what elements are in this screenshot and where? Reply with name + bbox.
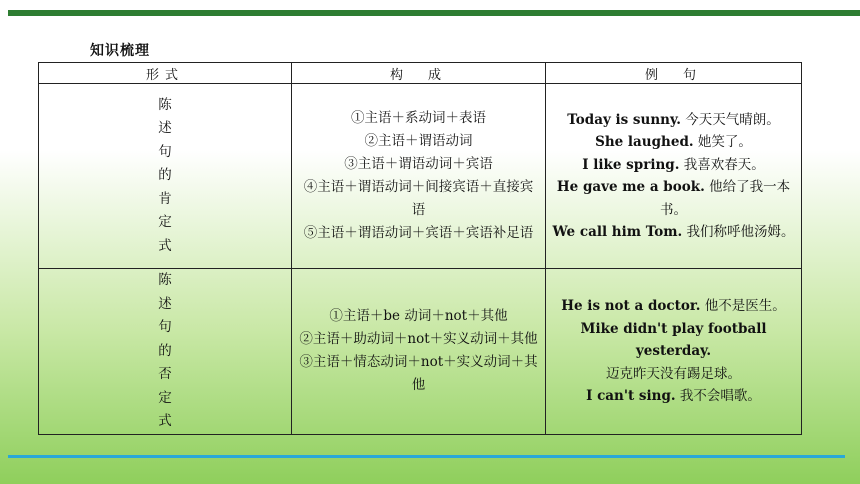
form-char: 述: [158, 120, 172, 137]
table-row-negative: [39, 269, 802, 435]
header-structure: 构 成: [292, 63, 546, 84]
example-zh: 他不是医生。: [704, 298, 786, 314]
section-title: 知识梳理: [90, 43, 150, 59]
form-char: 句: [158, 319, 172, 335]
structure-item: ②主语＋助动词＋not＋实义动词＋其他: [299, 331, 538, 348]
structure-item: ③主语＋谓语动词＋宾语: [344, 156, 493, 172]
form-char: 的: [158, 167, 172, 184]
structure-cell: [292, 269, 546, 435]
form-label-vertical: [155, 269, 175, 434]
top-green-bar: [8, 10, 860, 16]
table-row-affirmative: [39, 84, 802, 269]
example-item: [552, 131, 795, 154]
grammar-table: [38, 62, 802, 435]
form-char: 否: [158, 366, 172, 382]
example-zh: 迈克昨天没有踢足球。: [606, 365, 741, 382]
form-char: 式: [158, 237, 172, 254]
example-item: [552, 318, 795, 363]
example-zh: 他给了我一本书。: [660, 179, 791, 218]
example-item: [552, 295, 795, 318]
form-char: 陈: [158, 272, 172, 288]
form-char: 句: [158, 143, 172, 160]
example-zh: 她笑了。: [697, 134, 752, 150]
example-zh: 我不会唱歌。: [679, 388, 761, 404]
bottom-blue-line: [8, 455, 845, 458]
example-en: She laughed.: [595, 134, 694, 150]
example-en: He gave me a book.: [556, 179, 705, 195]
form-char: 式: [158, 413, 172, 429]
structure-item: ④主语＋谓语动词＋间接宾语＋直接宾语: [303, 179, 534, 218]
example-en: We call him Tom.: [552, 224, 683, 240]
form-char: 定: [158, 389, 172, 406]
header-example: 例 句: [546, 63, 802, 84]
example-item: [552, 176, 795, 221]
example-en: Today is sunny.: [567, 111, 681, 128]
form-char: 述: [158, 295, 172, 312]
example-cell: [546, 84, 802, 269]
example-en: I can't sing.: [586, 388, 676, 404]
structure-item: ②主语＋谓语动词: [364, 133, 473, 149]
structure-cell: [292, 84, 546, 269]
example-zh: 今天天气晴朗。: [685, 111, 780, 128]
example-en: Mike didn't play football yesterday.: [580, 320, 767, 359]
header-row: [39, 63, 802, 84]
example-item: [552, 363, 795, 386]
form-cell: [39, 269, 292, 435]
header-form: 形式: [39, 63, 292, 84]
example-zh: 我喜欢春天。: [683, 156, 765, 173]
example-en: I like spring.: [582, 156, 680, 173]
structure-item: ⑤主语＋谓语动词＋宾语＋宾语补足语: [303, 225, 534, 241]
structure-item: ①主语＋be 动词＋not＋其他: [329, 308, 508, 325]
form-char: 定: [158, 214, 172, 231]
example-en: He is not a doctor.: [561, 298, 701, 314]
form-char: 陈: [158, 96, 172, 113]
example-cell: [546, 269, 802, 435]
form-char: 的: [158, 342, 172, 359]
example-item: [552, 154, 795, 177]
structure-item: ③主语＋情态动词＋not＋实义动词＋其他: [299, 354, 538, 394]
form-cell: [39, 84, 292, 269]
structure-item: ①主语＋系动词＋表语: [351, 110, 486, 126]
example-item: [552, 109, 795, 132]
example-zh: 我们称呼他汤姆。: [686, 224, 795, 240]
example-item: [552, 385, 795, 408]
form-label-vertical: [155, 94, 175, 259]
form-char: 肯: [158, 190, 172, 207]
example-item: [552, 221, 795, 244]
